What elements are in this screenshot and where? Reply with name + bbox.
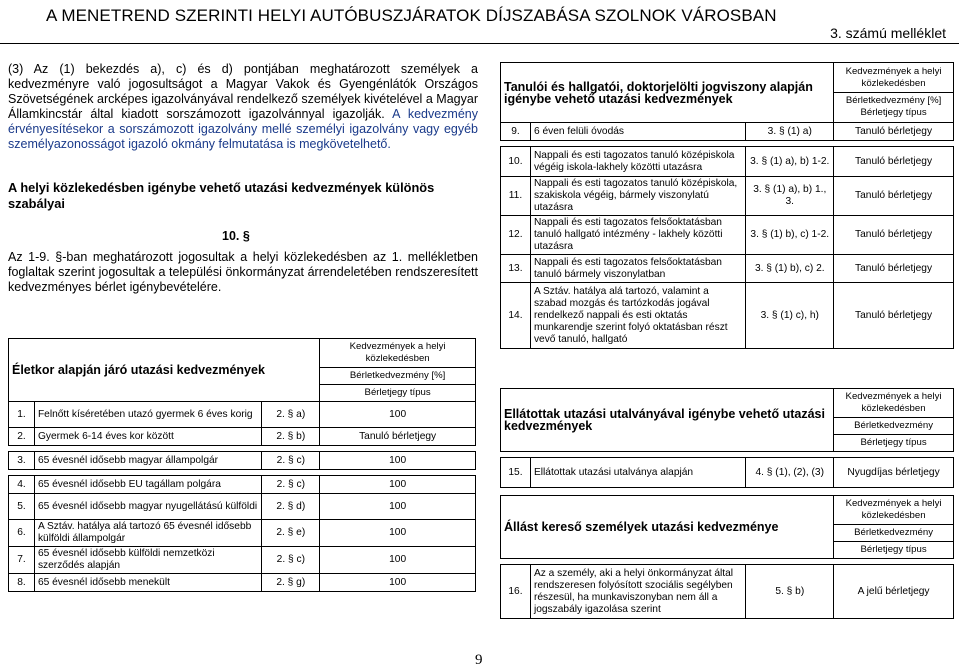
row-num: 9. [501, 123, 531, 141]
table-row [501, 216, 954, 255]
row-val: 100 [320, 452, 476, 470]
row-desc: Nappali és esti tagozatos felsőoktatásban tanuló bármely viszonylatban [530, 255, 745, 283]
row-val: 100 [320, 494, 476, 520]
header-divider [0, 43, 959, 44]
row-ref: 3. § (1) a), b) 1-2. [746, 147, 834, 177]
row-val: 100 [320, 520, 476, 547]
row-ref: 2. § g) [262, 574, 320, 592]
table-row [9, 574, 476, 592]
table-row [501, 458, 954, 488]
table-row [9, 452, 476, 470]
table-row [9, 547, 476, 574]
row-desc: Az a személy, aki a helyi önkormányzat által rendszeresen folyósított szociális segélyben részesül, ha munkaviszonyban nem áll a jogszabály igazolása szerint [530, 565, 745, 619]
row-desc: 65 évesnél idősebb magyar nyugellátású külföldi [34, 494, 261, 520]
row-val: Tanuló bérletjegy [834, 283, 954, 349]
table-row [501, 565, 954, 619]
row-num: 11. [501, 177, 531, 216]
student-table-header [834, 63, 954, 123]
table-row [9, 520, 476, 547]
row-num: 14. [501, 283, 531, 349]
voucher-header-top: Kedvezmények a helyi közlekedésben [834, 389, 953, 418]
age-header-top: Kedvezmények a helyi közlekedésben [320, 339, 475, 368]
row-val: 100 [320, 574, 476, 592]
jobseeker-table-header [834, 496, 954, 559]
row-val: Tanuló bérletjegy [834, 123, 954, 141]
row-desc: Nappali és esti tagozatos tanuló középiskola, szakiskola végéig, bármely viszonylatú utazásra [530, 177, 745, 216]
row-desc: 65 évesnél idősebb menekült [34, 574, 261, 592]
annex-label: 3. számú melléklet [830, 25, 946, 41]
row-num: 10. [501, 147, 531, 177]
age-table-title: Életkor alapján járó utazási kedvezmények [9, 339, 320, 402]
row-num: 1. [9, 402, 35, 428]
jobseeker-discount-table [500, 495, 954, 619]
row-ref: 2. § e) [262, 520, 320, 547]
row-num: 8. [9, 574, 35, 592]
table-row [9, 428, 476, 446]
age-discount-table [8, 338, 476, 592]
row-ref: 4. § (1), (2), (3) [746, 458, 834, 488]
row-num: 13. [501, 255, 531, 283]
row-ref: 2. § a) [262, 402, 320, 428]
table-row [501, 283, 954, 349]
table-row [9, 476, 476, 494]
jobseeker-header-mid: Bérletkedvezmény [834, 525, 953, 542]
row-desc: 6 éven felüli óvodás [530, 123, 745, 141]
age-table-header [320, 339, 476, 402]
row-val: 100 [320, 402, 476, 428]
paragraph-3 [8, 62, 478, 152]
row-desc: Nappali és esti tagozatos tanuló középiskola végéig iskola-lakhely közötti utazásra [530, 147, 745, 177]
table-row [9, 494, 476, 520]
jobseeker-table-title: Állást kereső személyek utazási kedvezménye [501, 496, 834, 559]
table-row [501, 147, 954, 177]
jobseeker-header-top: Kedvezmények a helyi közlekedésben [834, 496, 953, 525]
row-desc: A Sztáv. hatálya alá tartozó, valamint a szabad mozgás és tartózkodás jogával rendelkező nappali és esti oktatás munkarendje szerint folyó oktatásban részt vevő tanuló, hallgató [530, 283, 745, 349]
row-val: Tanuló bérletjegy [834, 216, 954, 255]
row-desc: 65 évesnél idősebb külföldi nemzetközi szerződés alapján [34, 547, 261, 574]
row-num: 5. [9, 494, 35, 520]
student-table-title: Tanulói és hallgatói, doktorjelölti jogviszony alapján igénybe vehető utazási kedvezmények [501, 63, 834, 123]
page-title: A MENETREND SZERINTI HELYI AUTÓBUSZJÁRATOK DÍJSZABÁSA SZOLNOK VÁROSBAN [46, 6, 777, 25]
table-row [501, 255, 954, 283]
row-val: Tanuló bérletjegy [834, 147, 954, 177]
voucher-discount-table [500, 388, 954, 488]
jobseeker-header-bot: Bérletjegy típus [860, 544, 927, 555]
row-val: 100 [320, 547, 476, 574]
row-val: A jelű bérletjegy [834, 565, 954, 619]
student-header-bot: Bérletkedvezmény [%] Bérletjegy típus [845, 95, 942, 118]
row-num: 12. [501, 216, 531, 255]
voucher-table-header [834, 389, 954, 452]
row-num: 2. [9, 428, 35, 446]
row-ref: 2. § d) [262, 494, 320, 520]
row-desc: A Sztáv. hatálya alá tartozó 65 évesnél idősebb külföldi állampolgár [34, 520, 261, 547]
row-ref: 2. § c) [262, 452, 320, 470]
row-val: Nyugdíjas bérletjegy [834, 458, 954, 488]
row-val: 100 [320, 476, 476, 494]
age-header-bot: Bérletjegy típus [364, 387, 431, 398]
row-num: 4. [9, 476, 35, 494]
row-ref: 5. § b) [746, 565, 834, 619]
row-num: 3. [9, 452, 35, 470]
table-row [501, 177, 954, 216]
voucher-table-title: Ellátottak utazási utalványával igénybe vehető utazási kedvezmények [501, 389, 834, 452]
row-val: Tanuló bérletjegy [834, 177, 954, 216]
age-header-mid: Bérletkedvezmény [%] [320, 368, 475, 385]
voucher-header-bot: Bérletjegy típus [860, 437, 927, 448]
page-number: 9 [475, 652, 483, 668]
paragraph-3-text-a: (3) Az (1) bekezdés a), c) és d) pontjában meghatározott személyek a kedvezményre való jogosultságot a Magyar Vakok és Gyengénlátók Országos Szövetségének arcképes igazolványával rendelkező személyek kivételével a Magyar Államkincstár által kiadott sorszámozott igazolvánnyal igazolják. [8, 62, 478, 121]
row-ref: 3. § (1) c), h) [746, 283, 834, 349]
section-number: 10. § [222, 229, 250, 243]
row-desc: Ellátottak utazási utalványa alapján [530, 458, 745, 488]
row-desc: Felnőtt kíséretében utazó gyermek 6 éves korig [34, 402, 261, 428]
row-val: Tanuló bérletjegy [320, 428, 476, 446]
section-paragraph: Az 1-9. §-ban meghatározott jogosultak a helyi közlekedésben az 1. mellékletben foglaltak szerint jogosultak a települési önkormányzat árrendeletében rendszeresített kedvezményes bérlet igénybevételére. [8, 250, 478, 294]
table-row [501, 123, 954, 141]
row-desc: Gyermek 6-14 éves kor között [34, 428, 261, 446]
row-ref: 3. § (1) b), c) 2. [746, 255, 834, 283]
row-desc: 65 évesnél idősebb magyar állampolgár [34, 452, 261, 470]
table-row [9, 402, 476, 428]
student-header-top: Kedvezmények a helyi közlekedésben [834, 64, 953, 93]
row-ref: 3. § (1) b), c) 1-2. [746, 216, 834, 255]
row-ref: 3. § (1) a) [746, 123, 834, 141]
row-ref: 2. § c) [262, 547, 320, 574]
row-num: 7. [9, 547, 35, 574]
row-ref: 2. § b) [262, 428, 320, 446]
voucher-header-mid: Bérletkedvezmény [834, 418, 953, 435]
row-num: 16. [501, 565, 531, 619]
paragraph-3-text-b: A kedvezmény érvényesítésekor a sorszámozott igazolvány mellé személyi igazolvány vagy egyéb személyazonosságot igazoló okmány felmutatása is megkövetelhető. [8, 107, 478, 151]
student-discount-table [500, 62, 954, 349]
row-desc: 65 évesnél idősebb EU tagállam polgára [34, 476, 261, 494]
row-desc: Nappali és esti tagozatos felsőoktatásban tanuló hallgató intézmény - lakhely közötti utazásra [530, 216, 745, 255]
row-val: Tanuló bérletjegy [834, 255, 954, 283]
row-ref: 2. § c) [262, 476, 320, 494]
section-heading: A helyi közlekedésben igénybe vehető utazási kedvezmények különös szabályai [8, 180, 435, 211]
row-num: 6. [9, 520, 35, 547]
row-ref: 3. § (1) a), b) 1., 3. [746, 177, 834, 216]
row-num: 15. [501, 458, 531, 488]
